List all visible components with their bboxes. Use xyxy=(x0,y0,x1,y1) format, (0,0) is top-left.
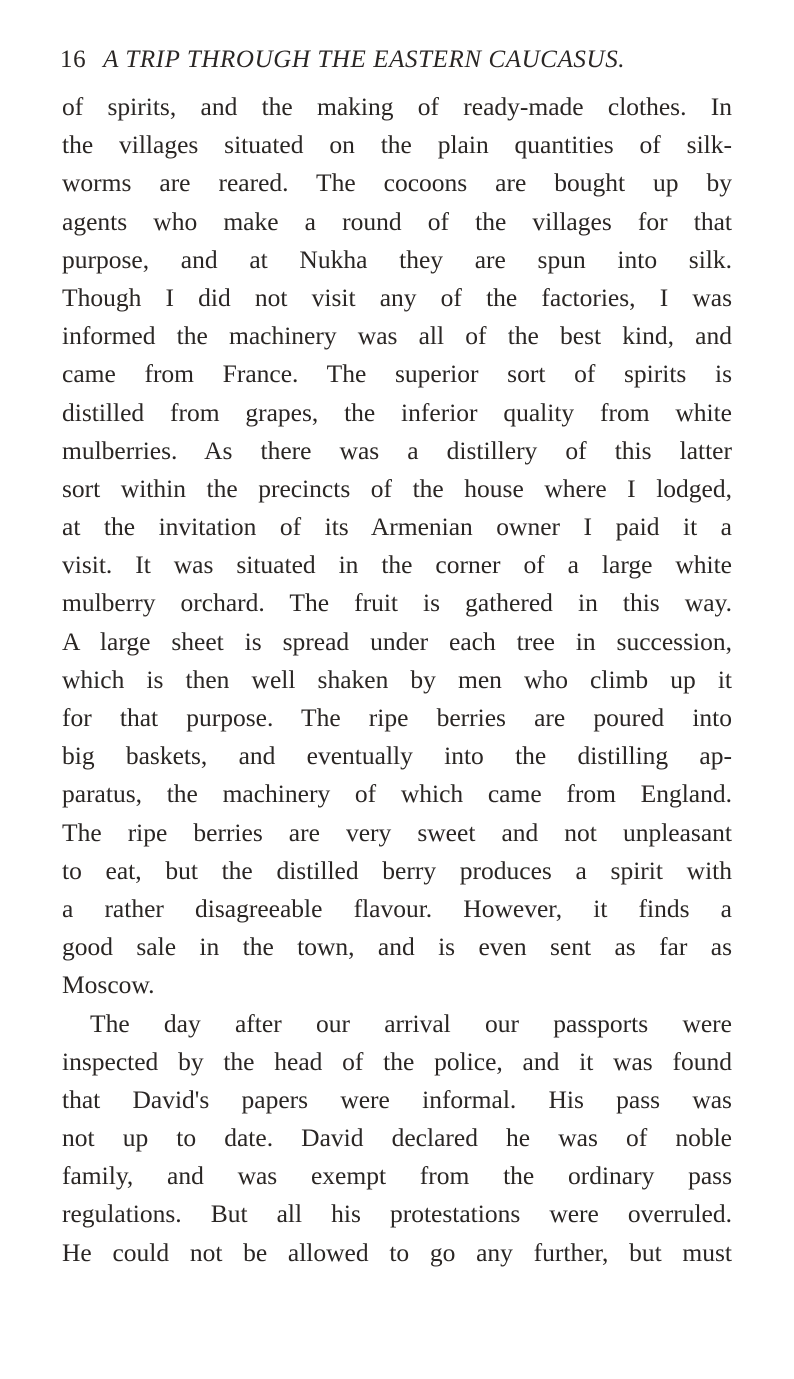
text-line: sort within the precincts of the house where I lodged, xyxy=(62,473,732,503)
text-line: family, and was exempt from the ordinary pass xyxy=(62,1161,732,1191)
paragraph xyxy=(62,88,732,1005)
text-line: agents who make a round of the villages for that xyxy=(62,206,732,236)
page-number: 16 xyxy=(60,46,87,73)
text-line: visit. It was situated in the corner of a large white xyxy=(62,550,732,580)
text-line: for that purpose. The ripe berries are poured into xyxy=(62,703,732,732)
text-line: inspected by the head of the police, and it was found xyxy=(62,1046,732,1076)
text-line: came from France. The superior sort of spirits is xyxy=(62,359,732,389)
text-line: Though I did not visit any of the factories, I was xyxy=(62,282,732,312)
text-line: The ripe berries are very sweet and not unpleasant xyxy=(62,817,732,847)
text-line: He could not be allowed to go any further, but must xyxy=(62,1237,732,1267)
running-title: A TRIP THROUGH THE EASTERN CAUCASUS. xyxy=(103,46,626,73)
text-line: good sale in the town, and is even sent as far as xyxy=(62,932,732,962)
text-line: paratus, the machinery of which came from England. xyxy=(62,779,732,809)
text-line: that David's papers were informal. His pass was xyxy=(62,1084,732,1114)
text-line: The day after our arrival our passports were xyxy=(90,1008,732,1038)
text-line: not up to date. David declared he was of noble xyxy=(62,1123,732,1153)
text-line: Moscow. xyxy=(62,970,155,1000)
paragraph xyxy=(62,1005,732,1272)
text-line: mulberries. As there was a distillery of this latter xyxy=(62,435,732,465)
text-line: a rather disagreeable flavour. However, it finds a xyxy=(62,893,732,923)
text-line: worms are reared. The cocoons are bought up by xyxy=(62,168,732,198)
body-text xyxy=(62,88,732,1272)
text-line: which is then well shaken by men who climb up it xyxy=(62,664,732,694)
text-line: informed the machinery was all of the best kind, and xyxy=(62,321,732,351)
text-line: the villages situated on the plain quantities of silk- xyxy=(62,130,732,160)
text-line: A large sheet is spread under each tree in succession, xyxy=(62,626,732,656)
text-line: big baskets, and eventually into the distilling ap- xyxy=(62,741,732,771)
running-head xyxy=(60,40,740,80)
text-line: of spirits, and the making of ready-made clothes. In xyxy=(62,92,732,121)
text-line: mulberry orchard. The fruit is gathered in this way. xyxy=(62,588,732,618)
text-line: purpose, and at Nukha they are spun into silk. xyxy=(62,244,732,274)
text-line: to eat, but the distilled berry produces a spirit with xyxy=(62,855,732,885)
text-line: regulations. But all his protestations were overruled. xyxy=(62,1199,732,1229)
text-line: at the invitation of its Armenian owner I paid it a xyxy=(62,512,732,542)
text-line: distilled from grapes, the inferior quality from white xyxy=(62,397,732,427)
